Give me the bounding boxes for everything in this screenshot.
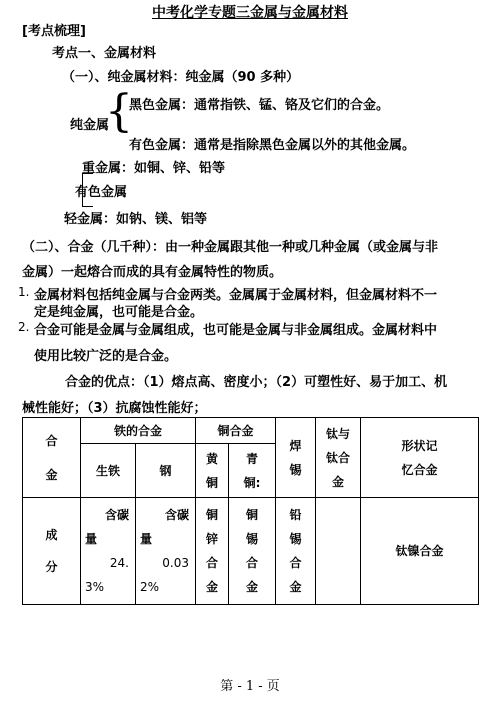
subsection-pure-metal: （一）、纯金属材料：纯金属（90 多种）	[62, 70, 300, 85]
solder-composition: 铅 锡 合 金	[276, 498, 316, 605]
row-label-composition: 成 分	[23, 498, 81, 605]
item1-number: 1.	[18, 285, 30, 299]
item1-line1: 金属材料包括纯金属与合金两类。金属属于金属材料，但金属材料不一	[34, 288, 438, 303]
pig-iron-composition: 含碳 量 24. 3%	[81, 498, 136, 605]
section-tag: [考点梳理]	[22, 24, 86, 39]
left-brace: {	[105, 86, 133, 137]
heavy-metal-line: 重金属：如铜、锌、铅等	[82, 161, 226, 176]
header-brass: 黄 铜	[196, 444, 229, 498]
titanium-composition	[316, 498, 361, 605]
advantages-line2: 械性能好；（3）抗腐蚀性能好；	[22, 401, 207, 416]
page-title: 中考化学专题三金属与金属材料	[152, 5, 348, 21]
page-footer: 第 - 1 - 页	[220, 679, 280, 694]
color-metal-line: 有色金属：通常是指除黑色金属以外的其他金属。	[129, 138, 416, 153]
header-alloy: 合 金	[23, 418, 81, 498]
brass-composition: 铜 锌 合 金	[196, 498, 229, 605]
black-metal-line: 黑色金属：通常指铁、锰、铬及它们的合金。	[129, 98, 390, 113]
header-solder: 焊 锡	[276, 418, 316, 498]
alloy-def-line2: 金属）一起熔合而成的具有金属特性的物质。	[22, 265, 283, 280]
alloy-table	[22, 417, 479, 605]
item2-line2: 使用比较广泛的是合金。	[34, 349, 178, 364]
header-copper-alloy: 铜合金	[196, 418, 276, 444]
shape-memory-composition: 钛镍合金	[361, 498, 479, 605]
header-iron-alloy: 铁的合金	[81, 418, 196, 444]
bronze-composition: 铜 锡 合 金	[229, 498, 276, 605]
header-titanium: 钛与 钛合 金	[316, 418, 361, 498]
item2-number: 2.	[18, 320, 30, 334]
pure-metal-label: 纯金属	[70, 118, 110, 133]
header-pig-iron: 生铁	[81, 444, 136, 498]
header-bronze: 青 铜:	[229, 444, 276, 498]
light-metal-line: 轻金属：如钠、镁、铝等	[64, 212, 208, 227]
nonferrous-label: 有色金属	[75, 185, 128, 200]
header-steel: 钢	[136, 444, 196, 498]
alloy-def-line1: （二）、合金（几千种）：由一种金属跟其他一种或几种金属（或金属与非	[22, 240, 439, 255]
header-shape-memory: 形状记 忆合金	[361, 418, 479, 498]
steel-composition: 含碳 量 0.03 2%	[136, 498, 196, 605]
point-heading: 考点一、金属材料	[52, 46, 157, 61]
advantages-line1: 合金的优点：（1）熔点高、密度小；（2）可塑性好、易于加工、机	[65, 375, 448, 390]
item1-line2: 定是纯金属，也可能是合金。	[34, 305, 204, 320]
item2-line1: 合金可能是金属与金属组成，也可能是金属与非金属组成。金属材料中	[34, 323, 438, 338]
